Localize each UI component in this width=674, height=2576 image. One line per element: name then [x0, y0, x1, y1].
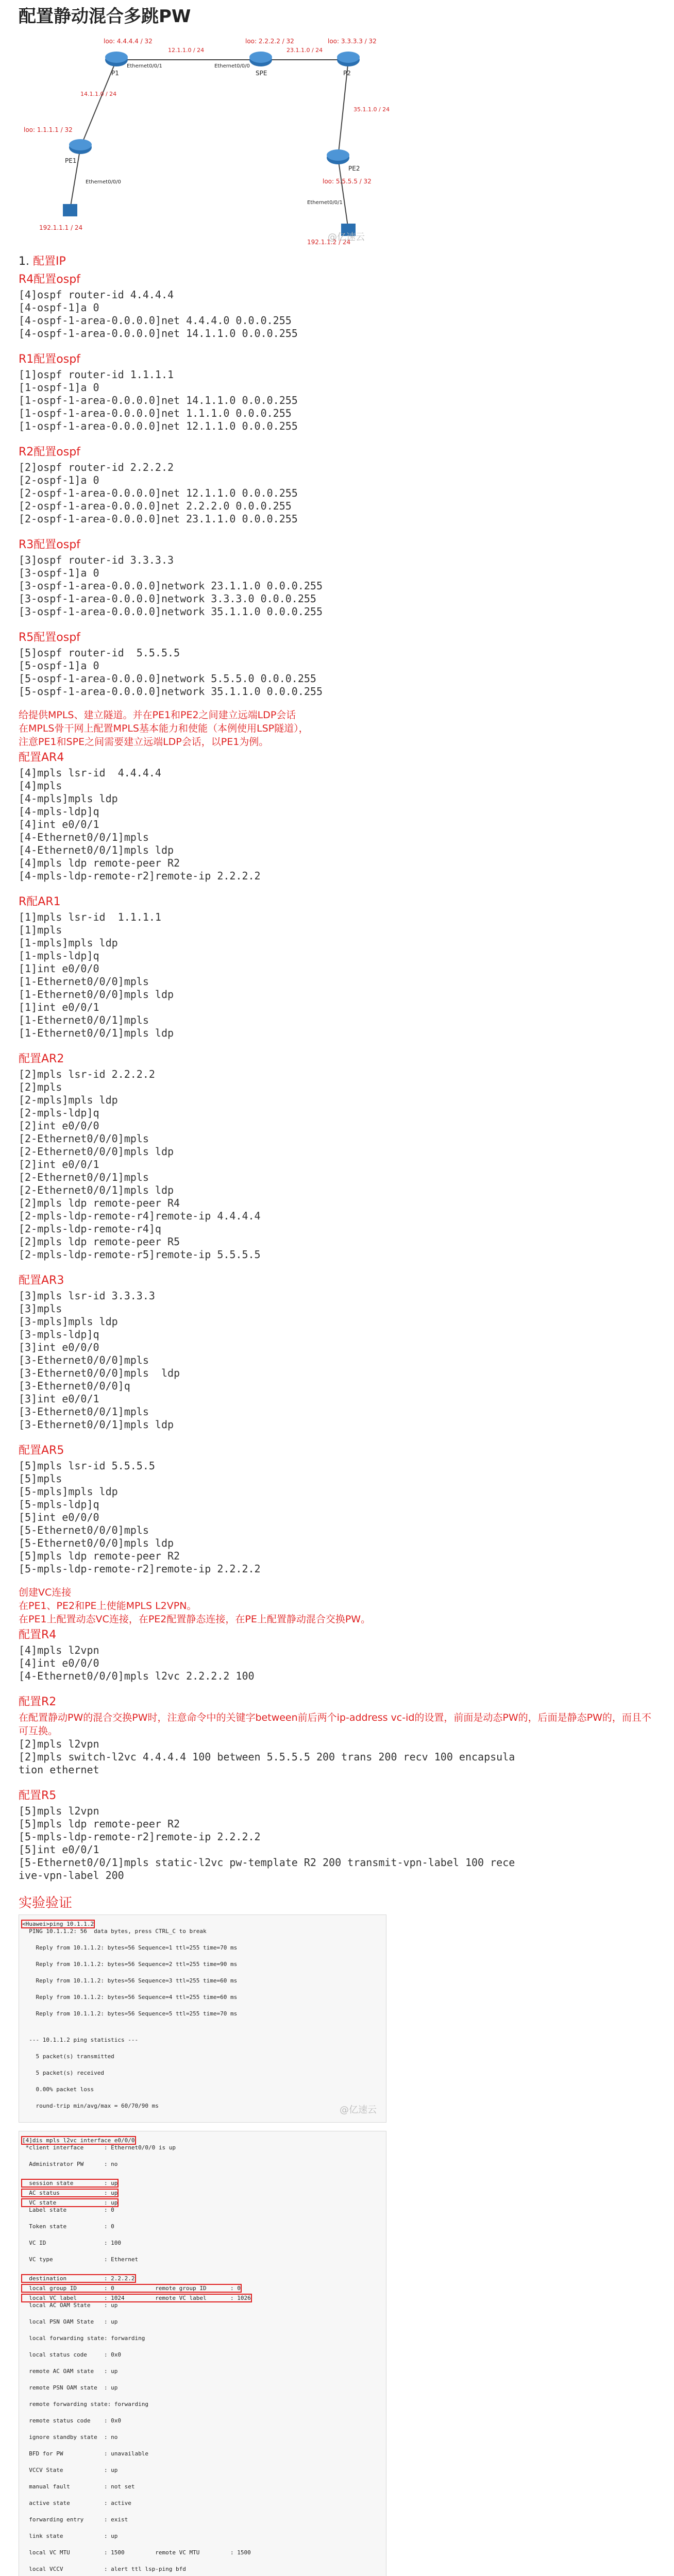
- section-heading: 1. 配置IP: [19, 255, 66, 268]
- watermark: @亿速云: [340, 2105, 377, 2115]
- sub-heading: R配AR1: [19, 895, 61, 908]
- shot-line: local VC label : 1024 remote VC label : 1026: [22, 2295, 251, 2301]
- if-pe1-e0: Ethernet0/0/0: [86, 179, 121, 185]
- sub-heading: 配置R4: [19, 1629, 57, 1641]
- shot-line: remote AC OAM state : up: [22, 2368, 118, 2375]
- config-section: [19, 893, 658, 1040]
- config-section: [19, 252, 658, 340]
- sub-heading: 配置AR2: [19, 1053, 64, 1065]
- topology-svg: [19, 29, 390, 245]
- config-section: [19, 629, 658, 698]
- sub-heading: 配置AR3: [19, 1274, 64, 1287]
- sub-heading: R4配置ospf: [19, 273, 80, 286]
- shot-line: Reply from 10.1.1.2: bytes=56 Sequence=4 ttl=255 time=60 ms: [22, 1994, 238, 2001]
- config-section: [19, 1272, 658, 1431]
- shot-line: local VC MTU : 1500 remote VC MTU : 1500: [22, 2549, 251, 2556]
- sub-heading: 配置R2: [19, 1696, 57, 1708]
- shot-line: ignore standby state : no: [22, 2434, 118, 2441]
- node-pe2: PE2: [348, 165, 360, 172]
- ip-ce2: 192.1.1.2 / 24: [307, 239, 351, 245]
- sub-heading: R2配置ospf: [19, 446, 80, 459]
- link-pe2-ce2: [338, 158, 348, 230]
- l2vc-screenshot: [19, 2131, 386, 2576]
- sub-heading: R3配置ospf: [19, 538, 80, 551]
- if-spe-e0: Ethernet0/0/0: [214, 63, 250, 69]
- shot-command: <Huawei>ping 10.1.1.2: [22, 1921, 94, 1927]
- net-14: 14.1.1.0 / 24: [80, 91, 117, 97]
- node-p2: P2: [343, 70, 351, 77]
- router-icon-pe2: [327, 149, 349, 164]
- sub-heading: 配置R5: [19, 1789, 57, 1802]
- command-block: [5]ospf router-id 5.5.5.5 [5-ospf-1]a 0 [5-ospf-1-area-0.0.0.0]network 5.5.5.0 0.0.0.255 [5-ospf-1-area-0.0.0.0]network 35.1.1.0 0.0.0.255: [19, 647, 323, 698]
- sub-heading: R5配置ospf: [19, 631, 80, 644]
- shot-line: VC type : Ethernet: [22, 2256, 139, 2263]
- shot-line: Token state : 0: [22, 2223, 114, 2230]
- config-section: [19, 1693, 658, 1776]
- if-p1-e1: Ethernet0/0/1: [127, 63, 162, 69]
- sub-heading: 配置AR4: [19, 751, 64, 764]
- shot-line: round-trip min/avg/max = 60/70/90 ms: [22, 2103, 159, 2109]
- shot-line: link state : up: [22, 2533, 118, 2539]
- shot-line: Reply from 10.1.1.2: bytes=56 Sequence=3 ttl=255 time=60 ms: [22, 1977, 238, 1984]
- command-block: [5]mpls l2vpn [5]mpls ldp remote-peer R2 [5-mpls-ldp-remote-r2]remote-ip 2.2.2.2 [5]int e0/0/1 [5-Ethernet0/0/1]mpls static-l2vc pw-template R2 200 transmit-vpn-label 100 rece ive-vpn-label 200: [19, 1805, 515, 1882]
- command-block: [4]mpls lsr-id 4.4.4.4 [4]mpls [4-mpls]mpls ldp [4-mpls-ldp]q [4]int e0/0/1 [4-Ethernet0/0/1]mpls [4-Ethernet0/0/1]mpls ldp [4]mpls ldp remote-peer R2 [4-mpls-ldp-remote-r2]remote-ip 2.2.2.2: [19, 767, 261, 882]
- shot-line: remote forwarding state: forwarding: [22, 2401, 149, 2408]
- lo-pe1: loo: 1.1.1.1 / 32: [24, 126, 73, 133]
- verify-title: 实验验证: [19, 1895, 73, 1911]
- sub-heading: R1配置ospf: [19, 353, 80, 366]
- shot-line: local group ID : 0 remote group ID : 0: [22, 2285, 241, 2292]
- command-block: [4]mpls l2vpn [4]int e0/0/0 [4-Ethernet0/0/0]mpls l2vc 2.2.2.2 100: [19, 1644, 255, 1682]
- shot-line: local AC OAM State : up: [22, 2302, 118, 2309]
- command-block: [2]mpls lsr-id 2.2.2.2 [2]mpls [2-mpls]mpls ldp [2-mpls-ldp]q [2]int e0/0/0 [2-Ethernet0/0/0]mpls [2-Ethernet0/0/0]mpls ldp [2]int e0/0/1 [2-Ethernet0/0/1]mpls [2-Ethernet0/0/1]mpls ldp [2]mpls ldp remote-peer R4 [2-mpls-ldp-remote-r4]remote-ip 4.4.4.4 [2-mpls-ldp-remote-r4]q [2]mpls ldp remote-peer R5 [2-mpls-ldp-remote-r5]remote-ip 5.5.5.5: [19, 1068, 261, 1261]
- shot-line: forwarding entry : exist: [22, 2516, 128, 2523]
- shot-line: remote PSN OAM state : up: [22, 2384, 118, 2391]
- config-section: [19, 536, 658, 618]
- shot-line: Administrator PW : no: [22, 2161, 118, 2167]
- shot-line: 0.00% packet loss: [22, 2086, 94, 2093]
- shot-line: local PSN OAM State : up: [22, 2318, 118, 2325]
- config-section: [19, 1442, 658, 1575]
- sub-heading: 配置AR5: [19, 1444, 64, 1457]
- command-block: [3]mpls lsr-id 3.3.3.3 [3]mpls [3-mpls]mpls ldp [3-mpls-ldp]q [3]int e0/0/0 [3-Ethernet0/0/0]mpls [3-Ethernet0/0/0]mpls ldp [3-Ethernet0/0/0]q [3]int e0/0/1 [3-Ethernet0/0/1]mpls [3-Ethernet0/0/1]mpls ldp: [19, 1290, 180, 1431]
- command-block: [3]ospf router-id 3.3.3.3 [3-ospf-1]a 0 [3-ospf-1-area-0.0.0.0]network 23.1.1.0 0.0.0.255 [3-ospf-1-area-0.0.0.0]network 3.3.3.0 0.0.0.255 [3-ospf-1-area-0.0.0.0]network 35.1.1.0 0.0.0.255: [19, 554, 323, 618]
- watermark-topology: @亿速云: [328, 232, 365, 243]
- shot-line: Reply from 10.1.1.2: bytes=56 Sequence=5 ttl=255 time=70 ms: [22, 2010, 238, 2017]
- shot-line: BFD for PW : unavailable: [22, 2450, 149, 2457]
- shot-command: [4]dis mpls l2vc interface e0/0/0: [22, 2137, 135, 2144]
- node-p1: P1: [111, 70, 119, 77]
- config-section: [19, 350, 658, 433]
- shot-line: local forwarding state: forwarding: [22, 2335, 145, 2342]
- ip-ce1: 192.1.1.1 / 24: [39, 224, 83, 231]
- config-section: [19, 1787, 658, 1882]
- command-block: [4]ospf router-id 4.4.4.4 [4-ospf-1]a 0 [4-ospf-1-area-0.0.0.0]net 4.4.4.0 0.0.0.255 [4-ospf-1-area-0.0.0.0]net 14.1.1.0 0.0.0.255: [19, 289, 298, 340]
- node-pe1: PE1: [65, 157, 77, 164]
- shot-line: local VCCV : alert ttl lsp-ping bfd: [22, 2566, 186, 2572]
- command-block: [5]mpls lsr-id 5.5.5.5 [5]mpls [5-mpls]mpls ldp [5-mpls-ldp]q [5]int e0/0/0 [5-Ethernet0/0/0]mpls [5-Ethernet0/0/0]mpls ldp [5]mpls ldp remote-peer R2 [5-mpls-ldp-remote-r2]remote-ip 2.2.2.2: [19, 1460, 261, 1575]
- steps-list: [19, 252, 658, 2576]
- command-block: [1]mpls lsr-id 1.1.1.1 [1]mpls [1-mpls]mpls ldp [1-mpls-ldp]q [1]int e0/0/0 [1-Ethernet0/0/0]mpls [1-Ethernet0/0/0]mpls ldp [1]int e0/0/1 [1-Ethernet0/0/1]mpls [1-Ethernet0/0/1]mpls ldp: [19, 911, 174, 1039]
- shot-line: destination : 2.2.2.2: [22, 2275, 135, 2282]
- topology-diagram: [19, 29, 390, 245]
- page-title: 配置静动混合多跳PW: [19, 6, 191, 27]
- shot-line: active state : active: [22, 2500, 131, 2506]
- shot-line: --- 10.1.1.2 ping statistics ---: [22, 2037, 139, 2043]
- lo-p2: loo: 3.3.3.3 / 32: [328, 38, 377, 45]
- shot-line: VCCV State : up: [22, 2467, 118, 2473]
- shot-line: manual fault : not set: [22, 2483, 135, 2490]
- shot-line: AC status : up: [22, 2190, 118, 2196]
- config-section: [19, 1050, 658, 1261]
- shot-line: Reply from 10.1.1.2: bytes=56 Sequence=2 ttl=255 time=90 ms: [22, 1961, 238, 1968]
- lo-spe: loo: 2.2.2.2 / 32: [245, 38, 294, 45]
- config-section: [19, 708, 658, 883]
- net-12: 12.1.1.0 / 24: [168, 47, 205, 54]
- red-note: 给提供MPLS、建立隧道。并在PE1和PE2之间建立远端LDP会话 在MPLS骨干网上配置MPLS基本能力和使能（本例使用LSP隧道）， 注意PE1和SPE之间需要建立远端LDP会话，以PE1为例。: [19, 709, 309, 748]
- shot-line: PING 10.1.1.2: 56 data bytes, press CTRL_C to break: [22, 1928, 207, 1935]
- shot-line: 5 packet(s) transmitted: [22, 2053, 114, 2060]
- shot-line: Reply from 10.1.1.2: bytes=56 Sequence=1 ttl=255 time=70 ms: [22, 1944, 238, 1951]
- shot-line: VC state : up: [22, 2199, 118, 2206]
- command-block: [2]ospf router-id 2.2.2.2 [2-ospf-1]a 0 [2-ospf-1-area-0.0.0.0]net 12.1.1.0 0.0.0.255 [2-ospf-1-area-0.0.0.0]net 2.2.2.0 0.0.0.255 [2-ospf-1-area-0.0.0.0]net 23.1.1.0 0.0.0.255: [19, 461, 298, 525]
- shot-line: Label state : 0: [22, 2207, 114, 2213]
- config-section: [19, 1586, 658, 1683]
- lo-p1: loo: 4.4.4.4 / 32: [104, 38, 153, 45]
- shot-line: 5 packet(s) received: [22, 2070, 104, 2076]
- shot-line: VC ID : 100: [22, 2240, 122, 2246]
- red-note: 创建VC连接 在PE1、PE2和PE上使能MPLS L2VPN。 在PE1上配置动态VC连接，在PE2配置静态连接，在PE上配置静动混合交换PW。: [19, 1587, 371, 1625]
- node-spe: SPE: [256, 70, 267, 77]
- link-pe1-ce1: [70, 147, 80, 209]
- router-icon-pe1: [69, 139, 92, 154]
- router-icon-p2: [337, 52, 360, 66]
- shot-line: session state : up: [22, 2180, 118, 2187]
- command-block: [1]ospf router-id 1.1.1.1 [1-ospf-1]a 0 [1-ospf-1-area-0.0.0.0]net 14.1.1.0 0.0.0.255 [1-ospf-1-area-0.0.0.0]net 1.1.1.0 0.0.0.255 [1-ospf-1-area-0.0.0.0]net 12.1.1.0 0.0.0.255: [19, 368, 298, 432]
- shot-line: local status code : 0x0: [22, 2351, 122, 2358]
- shot-line: *client interface : Ethernet0/0/0 is up: [22, 2144, 176, 2151]
- net-35: 35.1.1.0 / 24: [353, 106, 390, 113]
- if-pe2-e1: Ethernet0/0/1: [307, 200, 343, 206]
- ping-screenshot: [19, 1914, 386, 2123]
- shot-line: remote status code : 0x0: [22, 2417, 122, 2424]
- net-23: 23.1.1.0 / 24: [287, 47, 323, 54]
- host-icon-ce1: [63, 204, 77, 216]
- config-section: [19, 443, 658, 526]
- section-heading-text: 配置IP: [32, 255, 66, 268]
- router-icon-p1: [105, 52, 128, 66]
- router-icon-spe: [249, 52, 272, 66]
- lo-pe2: loo: 5.5.5.5 / 32: [323, 178, 372, 185]
- command-block: [2]mpls l2vpn [2]mpls switch-l2vc 4.4.4.4 100 between 5.5.5.5 200 trans 200 recv 100 encapsula tion ethernet: [19, 1738, 515, 1776]
- red-note-2: 在配置静动PW的混合交换PW时，注意命令中的关键字between前后两个ip-address vc-id的设置，前面是动态PW的，后面是静态PW的，而且不可互换。: [19, 1712, 651, 1737]
